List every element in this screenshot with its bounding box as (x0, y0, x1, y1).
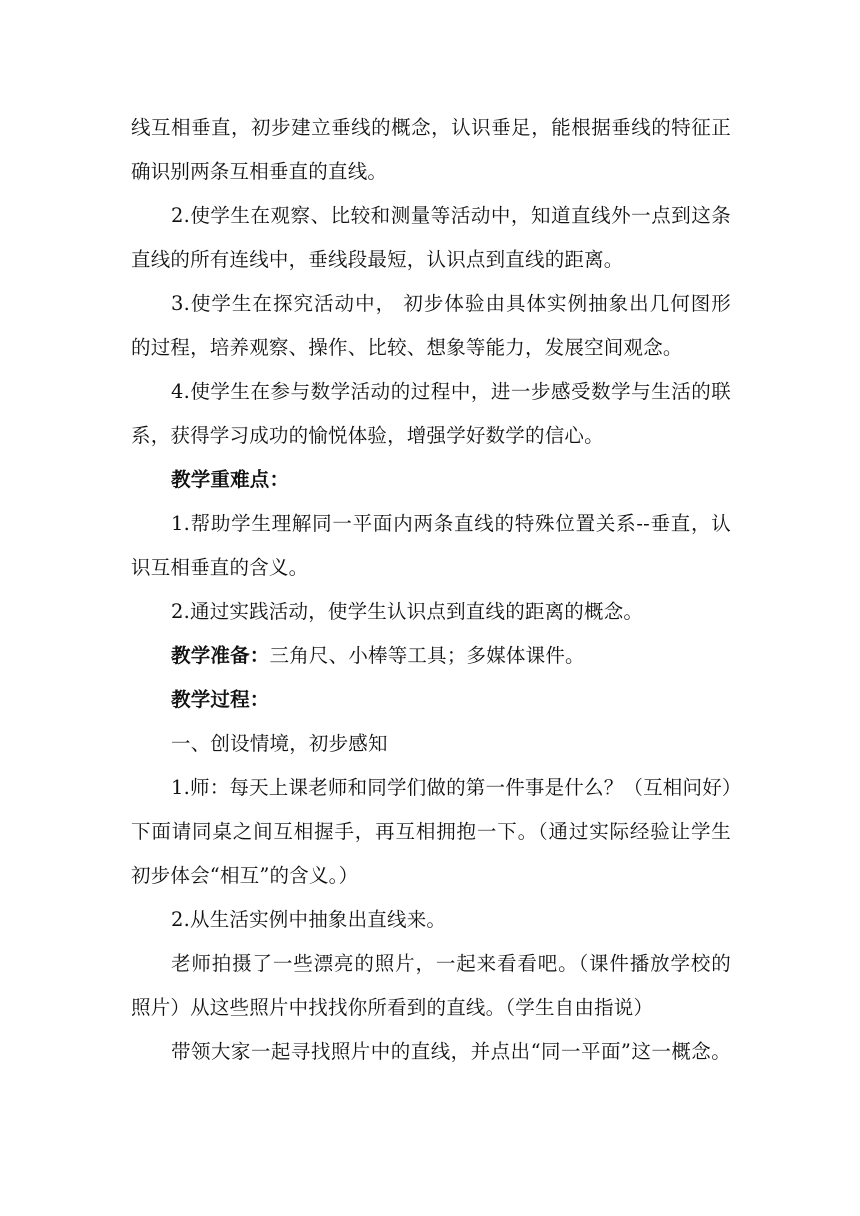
text-line: 带领大家一起寻找照片中的直线，并点出“同一平面”这一概念。 (171, 1040, 731, 1063)
text-line: 识互相垂直的含义。 (131, 556, 309, 579)
text-line: 3.使学生在探究活动中， 初步体验由具体实例抽象出几何图形 (171, 292, 731, 315)
text-line: 2.使学生在观察、比较和测量等活动中，知道直线外一点到这条 (171, 204, 731, 227)
key-point-1 (131, 502, 731, 590)
text-line: 直线的所有连线中，垂线段最短，认识点到直线的距离。 (131, 248, 624, 271)
lead-paragraph (131, 1030, 731, 1074)
text-line: 初步体会“相互”的含义。） (131, 864, 359, 887)
section-1-title: 一、创设情境，初步感知 (171, 732, 388, 755)
text-line: 1.师：每天上课老师和同学们做的第一件事是什么？（互相问好） (171, 776, 742, 799)
objective-3 (131, 282, 731, 370)
text-line: 线互相垂直，初步建立垂线的概念，认识垂足，能根据垂线的特征正 (131, 116, 731, 139)
text-line: 1.帮助学生理解同一平面内两条直线的特殊位置关系--垂直，认 (171, 512, 731, 535)
text-line: 4.使学生在参与数学活动的过程中，进一步感受数学与生活的联 (171, 380, 731, 403)
key-points-heading: 教学重难点： (171, 468, 290, 491)
text-line: 老师拍摄了一些漂亮的照片，一起来看看吧。（课件播放学校的 (171, 952, 731, 975)
preparation-heading: 教学准备： (171, 644, 270, 667)
photos-paragraph (131, 942, 731, 1030)
objective-1-continuation (131, 106, 731, 194)
text-line: 下面请同桌之间互相握手，再互相拥抱一下。（通过实际经验让学生 (131, 820, 731, 843)
process-step-1 (131, 766, 742, 898)
text-line: 2.通过实践活动，使学生认识点到直线的距离的概念。 (171, 600, 644, 623)
preparation-line (131, 634, 731, 678)
text-line: 的过程，培养观察、操作、比较、想象等能力，发展空间观念。 (131, 336, 683, 359)
key-point-2 (131, 590, 731, 634)
objective-4 (131, 370, 731, 458)
process-heading: 教学过程： (171, 688, 270, 711)
text-line: 照片）从这些照片中找找你所看到的直线。（学生自由指说） (131, 996, 654, 1019)
text-line: 系，获得学习成功的愉悦体验，增强学好数学的信心。 (131, 424, 604, 447)
text-line: 确识别两条互相垂直的直线。 (131, 160, 388, 183)
document-page (131, 106, 742, 1074)
preparation-text: 三角尺、小棒等工具；多媒体课件。 (269, 644, 585, 667)
process-step-2: 2.从生活实例中抽象出直线来。 (171, 908, 447, 931)
objective-2 (131, 194, 731, 282)
